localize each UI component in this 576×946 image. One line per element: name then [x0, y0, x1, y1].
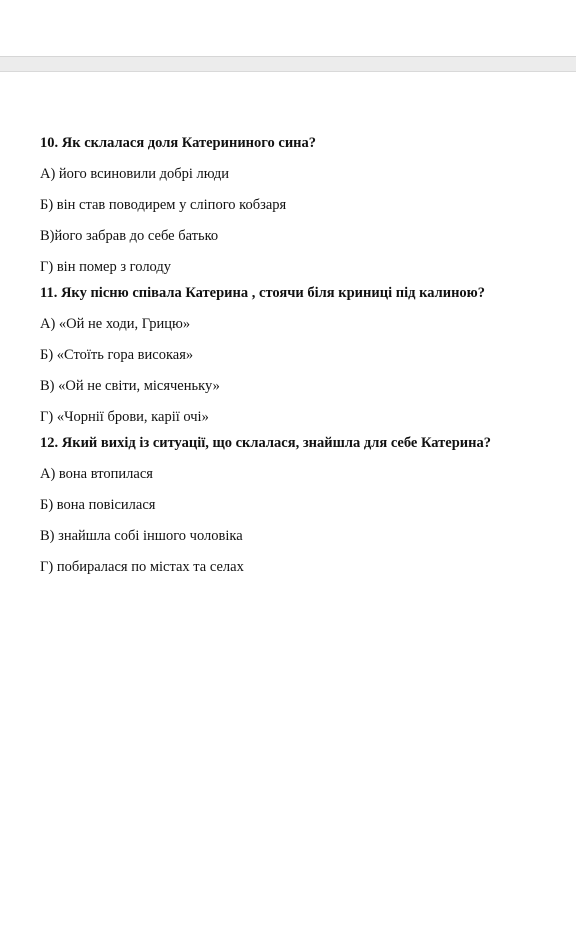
answer-option: Г) «Чорнії брови, карії очі»: [40, 409, 209, 425]
question-12: [40, 433, 560, 577]
answer-option: Г) побиралася по містах та селах: [40, 559, 244, 575]
answer-option: Б) «Стоїть гора високая»: [40, 347, 194, 363]
question-title: 10. Як склалася доля Катерининого сина?: [40, 135, 317, 151]
answer-option: А) «Ой не ходи, Грицю»: [40, 316, 191, 332]
answer-option: В) «Ой не світи, місяченьку»: [40, 378, 220, 394]
answer-option: Б) вона повісилася: [40, 497, 156, 513]
answer-option: А) вона втопилася: [40, 466, 153, 482]
answer-option: В)його забрав до себе батько: [40, 228, 219, 244]
document-page: [40, 133, 560, 588]
answer-option: Б) він став поводирем у сліпого кобзаря: [40, 197, 287, 213]
question-title: 12. Який вихід із ситуації, що склалася, знайшла для себе Катерина?: [40, 435, 492, 451]
question-11: [40, 283, 560, 427]
top-area: [0, 0, 576, 56]
answer-option: В) знайшла собі іншого чоловіка: [40, 528, 243, 544]
answer-option: Г) він помер з голоду: [40, 259, 172, 275]
question-title: 11. Яку пісню співала Катерина , стоячи біля криниці під калиною?: [40, 285, 486, 301]
question-10: [40, 133, 560, 277]
viewer-toolbar-strip: [0, 56, 576, 72]
answer-option: А) його всиновили добрі люди: [40, 166, 229, 182]
